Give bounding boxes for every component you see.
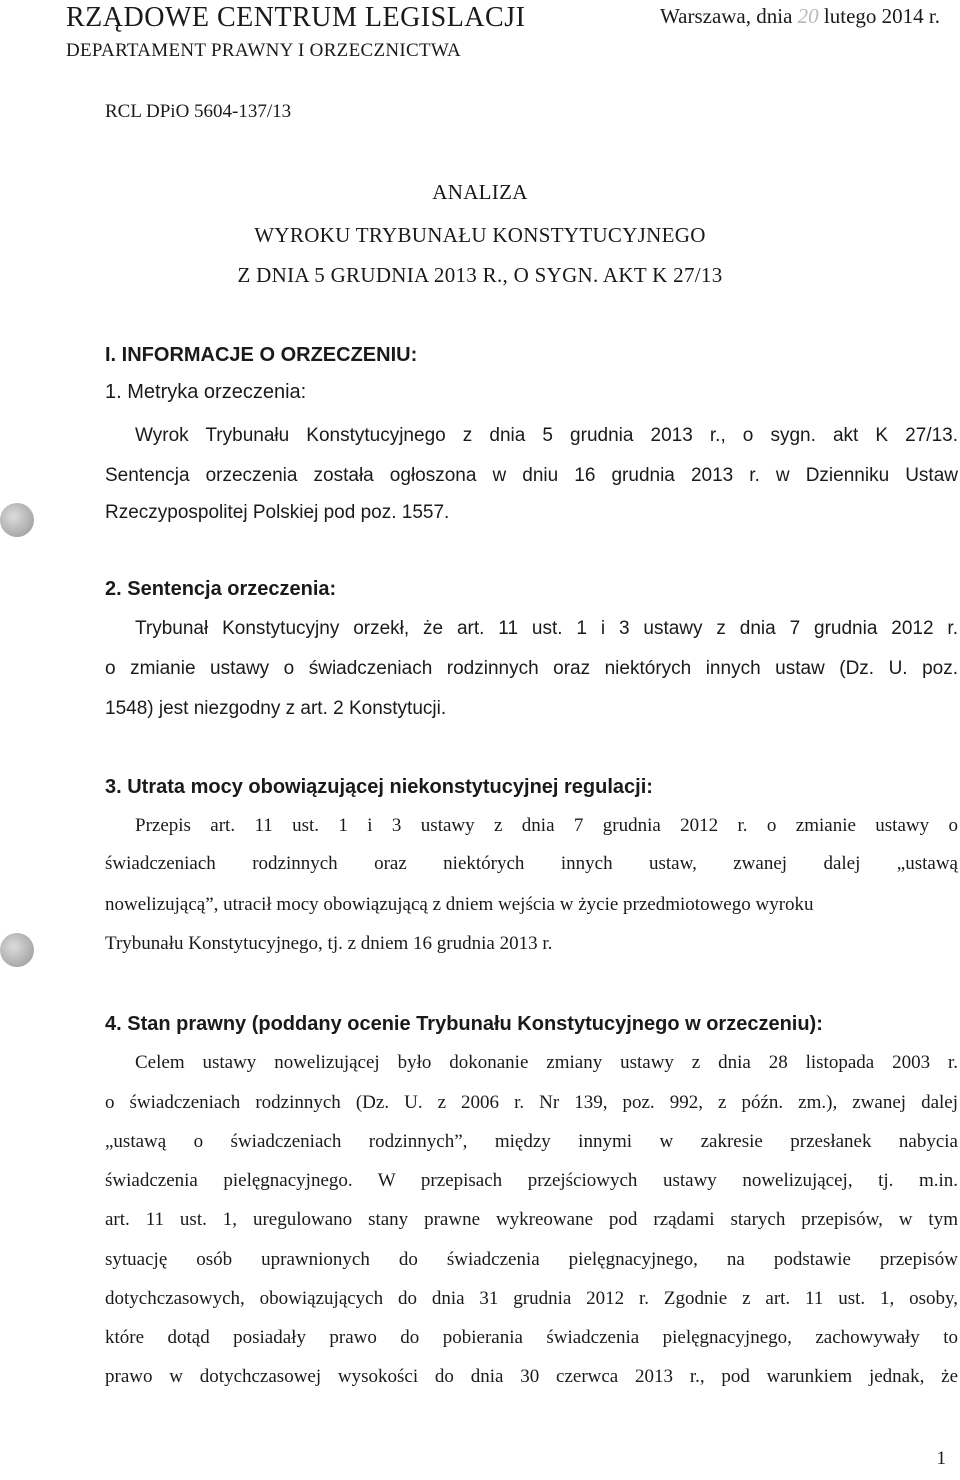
item4-line: „ustawą o świadczeniach rodzinnych”, między innymi w zakresie przesłanek nabycia [105,1131,958,1152]
item3-line: świadczeniach rodzinnych oraz niektórych innych ustaw, zwanej dalej „ustawą [105,853,958,874]
item4-line: które dotąd posiadały prawo do pobierania świadczenia pielęgnacyjnego, zachowywały to [105,1327,958,1348]
reference-number: RCL DPiO 5604-137/13 [105,101,292,122]
punch-hole-icon [0,933,34,967]
item4-heading: 4. Stan prawny (poddany ocenie Trybunału Konstytucyjnego w orzeczeniu): [105,1013,823,1035]
item3-line: Przepis art. 11 ust. 1 i 3 ustawy z dnia 7 grudnia 2012 r. o zmianie ustawy o [135,815,958,836]
title-line-1: ANALIZA [432,180,528,204]
item4-line: prawo w dotychczasowej wysokości do dnia 30 czerwca 2013 r., pod warunkiem jednak, że [105,1366,958,1387]
item4-line: sytuację osób uprawnionych do świadczenia pielęgnacyjnego, na podstawie przepisów [105,1249,958,1270]
item1-line: Sentencja orzeczenia została ogłoszona w dniu 16 grudnia 2013 r. w Dzienniku Ustaw [105,465,958,486]
item1-line: Rzeczypospolitej Polskiej pod poz. 1557. [105,502,450,523]
title-line-3: Z DNIA 5 GRUDNIA 2013 R., O SYGN. AKT K 27/13 [237,263,723,287]
item2-line: o zmianie ustawy o świadczeniach rodzinnych oraz niektórych innych ustaw (Dz. U. poz. [105,658,958,679]
item2-line: 1548) jest niezgodny z art. 2 Konstytucji. [105,698,447,719]
organization-name: RZĄDOWE CENTRUM LEGISLACJI [66,2,526,33]
item4-line: o świadczeniach rodzinnych (Dz. U. z 2006 r. Nr 139, poz. 992, z późn. zm.), zwanej dalej [105,1092,958,1113]
punch-hole-icon [0,503,34,537]
item3-line: nowelizującą”, utracił mocy obowiązującą z dniem wejścia w życie przedmiotowego wyroku [105,894,814,915]
item3-line: Trybunału Konstytucyjnego, tj. z dniem 16 grudnia 2013 r. [105,933,553,954]
item1-heading: 1. Metryka orzeczenia: [105,381,307,403]
item2-line: Trybunał Konstytucyjny orzekł, że art. 11 ust. 1 i 3 ustawy z dnia 7 grudnia 2012 r. [135,618,958,639]
date-prefix: Warszawa, dnia [660,4,798,28]
item4-line: Celem ustawy nowelizującej było dokonanie zmiany ustawy z dnia 28 listopada 2003 r. [135,1052,958,1073]
section-heading: I. INFORMACJE O ORZECZENIU: [105,344,418,366]
item2-heading: 2. Sentencja orzeczenia: [105,578,337,600]
page-number: 1 [936,1448,946,1469]
item4-line: dotychczasowych, obowiązujących do dnia 31 grudnia 2012 r. Zgodnie z art. 11 ust. 1, osoby, [105,1288,958,1309]
date-suffix: lutego 2014 r. [818,4,940,28]
item4-line: art. 11 ust. 1, uregulowano stany prawne wykreowane pod rządami starych przepisów, w tym [105,1209,958,1230]
handwritten-day: 20 [797,4,819,28]
department-name: DEPARTAMENT PRAWNY I ORZECZNICTWA [66,40,462,61]
item1-line: Wyrok Trybunału Konstytucyjnego z dnia 5 grudnia 2013 r., o sygn. akt K 27/13. [135,425,958,446]
title-line-2: WYROKU TRYBUNAŁU KONSTYTUCYJNEGO [254,223,706,247]
item4-line: świadczenia pielęgnacyjnego. W przepisach przejściowych ustawy nowelizującej, tj. m.in. [105,1170,958,1191]
item3-heading: 3. Utrata mocy obowiązującej niekonstytucyjnej regulacji: [105,776,653,798]
document-date [660,4,940,29]
